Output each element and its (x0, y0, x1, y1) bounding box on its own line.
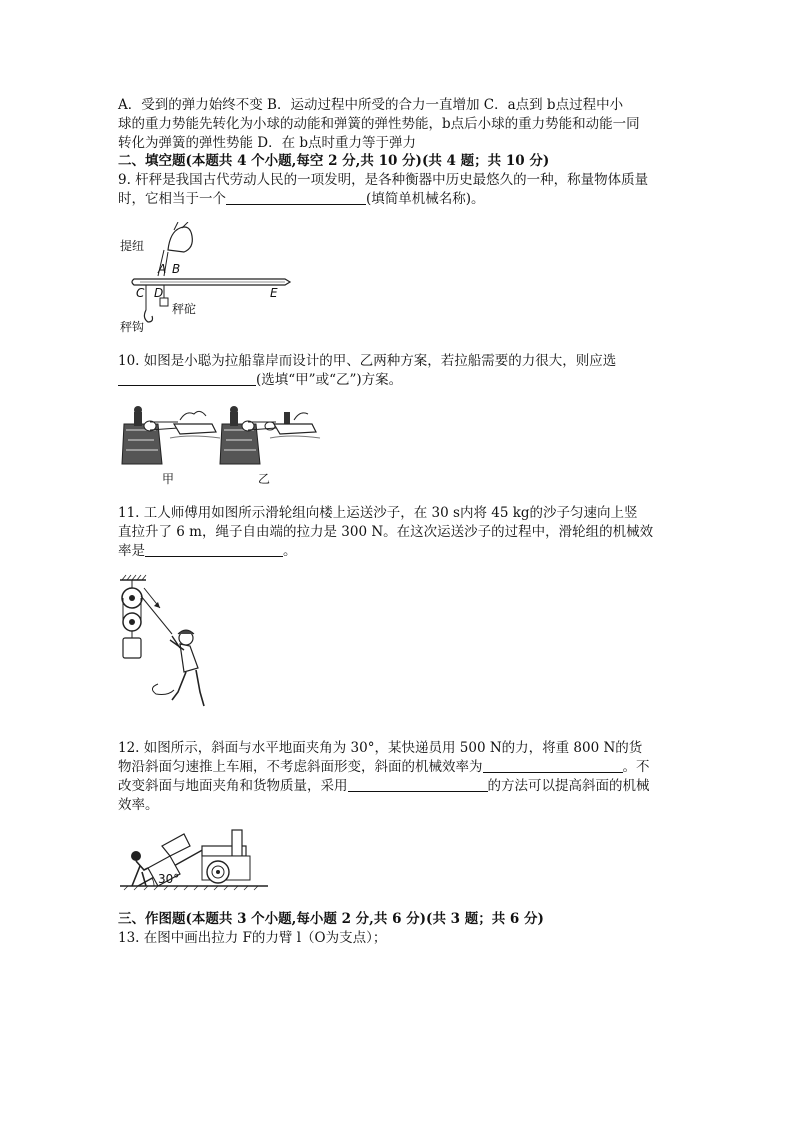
label-chenggou: 秤钩 (120, 320, 145, 334)
steelyard-drawing (120, 222, 300, 334)
q12-text-after-blank-2: 的方法可以提高斜面的机械 (487, 778, 650, 794)
q11-answer-blank[interactable] (145, 543, 283, 557)
label-A: A (158, 262, 167, 276)
q11-text-before-blank: 率是 (118, 543, 145, 559)
label-chengtuo: 秤砣 (172, 302, 197, 316)
q12-line-4: 效率。 (118, 797, 159, 813)
q9-answer-blank[interactable] (226, 191, 366, 205)
label-jia: 甲 (162, 472, 175, 486)
boat-schemes-drawing (120, 404, 330, 470)
q11-line-3 (118, 542, 297, 561)
q13-line-1: 13. 在图中画出拉力 F的力臂 l（O为支点）； (118, 930, 387, 946)
q12-answer-blank-1[interactable] (483, 759, 623, 773)
label-C: C (136, 286, 145, 300)
q9-steelyard-figure (120, 222, 300, 334)
q9-text-after-blank: (填简单机械名称)。 (366, 191, 485, 207)
q8-option-line-1: A．受到的弹力始终不变 B．运动过程中所受的合力一直增加 C．a点到 b点过程中小 (118, 97, 624, 113)
q12-answer-blank-2[interactable] (348, 778, 488, 792)
q8-option-line-2: 球的重力势能先转化为小球的动能和弹簧的弹性势能，b点后小球的重力势能和动能一同 (118, 116, 640, 132)
incline-truck-drawing (118, 826, 278, 892)
q11-text-after-blank: 。 (283, 543, 297, 559)
label-yi: 乙 (258, 472, 271, 486)
q10-text-after-blank: (选填“甲”或“乙”)方案。 (256, 372, 403, 388)
section-3-heading: 三、作图题(本题共 3 个小题,每小题 2 分,共 6 分)(共 3 题；共 6 分) (118, 911, 544, 927)
q12-text-before-blank-2: 改变斜面与地面夹角和货物质量，采用 (118, 778, 348, 794)
q10-line-2 (118, 371, 402, 390)
pulley-worker-drawing (118, 574, 218, 720)
q10-line-1: 10. 如图是小聪为拉船靠岸而设计的甲、乙两种方案，若拉船需要的力很大，则应选 (118, 353, 617, 369)
q11-pulley-figure (118, 574, 218, 720)
q9-line-2 (118, 190, 485, 209)
label-tiniu: 提纽 (120, 239, 145, 253)
q12-text-before-blank-1: 物沿斜面匀速推上车厢，不考虑斜面形变，斜面的机械效率为 (118, 759, 483, 775)
q12-line-3 (118, 777, 650, 796)
section-2-heading: 二、填空题(本题共 4 个小题,每空 2 分,共 10 分)(共 4 题；共 10 分) (118, 153, 550, 169)
q8-option-line-3: 转化为弹簧的弹性势能 D．在 b点时重力等于弹力 (118, 135, 417, 151)
q10-answer-blank[interactable] (118, 372, 256, 386)
q9-line-1: 9. 杆秤是我国古代劳动人民的一项发明，是各种衡器中历史最悠久的一种，称量物体质量 (118, 172, 649, 188)
q12-text-after-blank-1: 。不 (622, 759, 650, 775)
q11-line-1: 11. 工人师傅用如图所示滑轮组向楼上运送沙子，在 30 s内将 45 kg的沙子匀速向上竖 (118, 505, 638, 521)
q11-line-2: 直拉升了 6 m，绳子自由端的拉力是 300 N。在这次运送沙子的过程中，滑轮组的机械效 (118, 524, 654, 540)
q12-line-2 (118, 758, 650, 777)
q12-line-1: 12. 如图所示，斜面与水平地面夹角为 30°，某快递员用 500 N的力，将重 800 N的货 (118, 740, 643, 756)
label-angle-30: 30° (158, 872, 180, 886)
q10-boat-figure (120, 404, 330, 488)
q9-text-before-blank: 时，它相当于一个 (118, 191, 226, 207)
q12-incline-figure (118, 826, 278, 892)
label-E: E (270, 286, 278, 300)
label-B: B (172, 262, 181, 276)
label-D: D (154, 286, 164, 300)
